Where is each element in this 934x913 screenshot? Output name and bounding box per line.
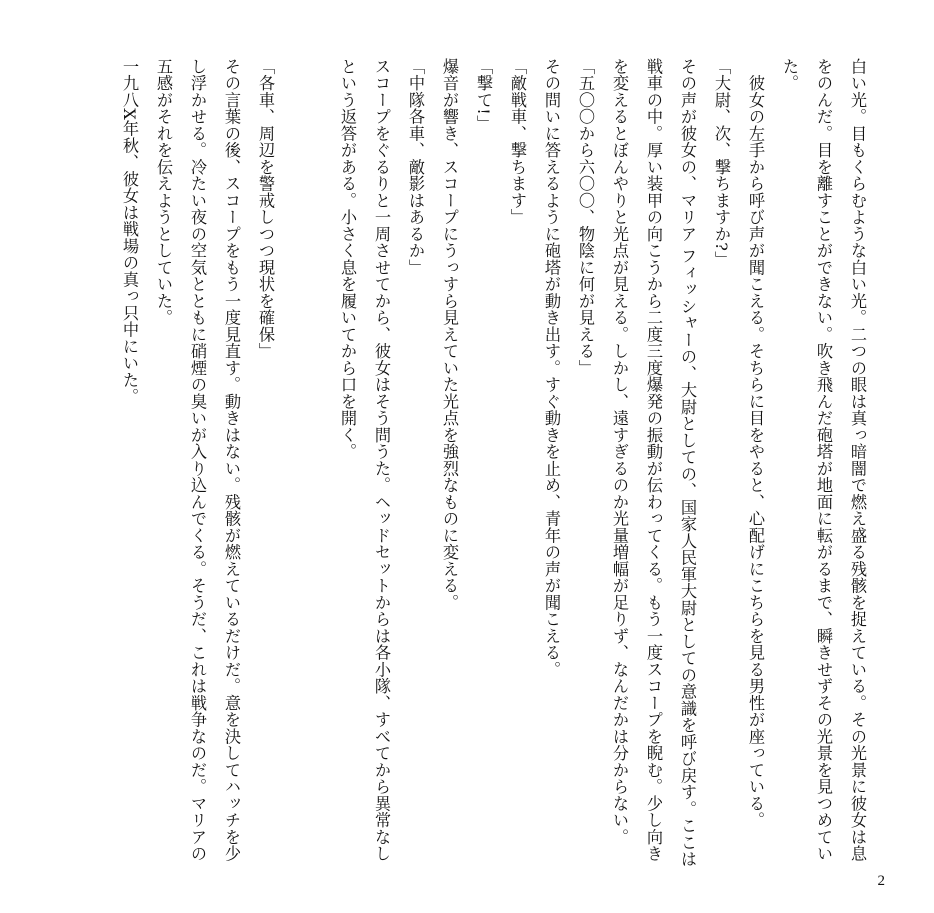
paragraph-autumn: 一九八X年秋、彼女は戦場の真っ只中にいた。 xyxy=(120,58,139,406)
paragraph-turret-moves: その問いに答えるように砲塔が動き出す。すぐ動きを止め、青年の声が聞こえる。 xyxy=(542,58,561,678)
paragraph-explosion: 爆音が響き、スコープにうっすら見えていた光点を強烈なものに変える。 xyxy=(440,58,459,611)
dialogue-company-check: 「中隊各車、敵影はあるか」 xyxy=(406,58,425,276)
paragraph-hatch: その言葉の後、スコープをもう一度見直す。動きはない。残骸が燃えているだけだ。意を決してハッチを少し浮かせる。冷たい夜の空気とともに硝煙の臭いが入り込んでくる。そうだ、これは戦争なのだ。マリアの五感がそれを伝えようとしていた。 xyxy=(154,58,241,862)
vertical-text-body xyxy=(44,58,874,878)
dialogue-next-shot: 「大尉、次、撃ちますか?」 xyxy=(712,58,731,269)
paragraph-opening: 白い光。目もくらむような白い光。二つの眼は真っ暗闇で燃え盛る残骸を捉えている。その光景に彼女は息をのんだ。目を離すことができない。吹き飛んだ砲塔が地面に転がるまで、瞬きせずその光景を見つめていた。 xyxy=(780,58,867,862)
dialogue-secure-position: 「各車、周辺を警戒しつつ現状を確保」 xyxy=(256,58,275,360)
paragraph-scope-sweep: スコープをぐるりと一周させてから、彼女はそう問うた。ヘッドセットからは各小隊、すべてから異常なしという返答がある。小さく息を履いてから口を開く。 xyxy=(338,58,391,862)
blank-line xyxy=(282,58,330,878)
page-number: 2 xyxy=(877,873,885,889)
dialogue-enemy-tank: 「敵戦車、撃ちます」 xyxy=(508,58,527,226)
paragraph-maria-awakens: その声が彼女の、マリア フィッシャーの、大尉としての、国家人民軍大尉としての意識を呼び戻す。ここは戦車の中。厚い装甲の向こうから二度三度爆発の振動が伝わってくる。もう一度スコープを睨む。少し向きを変えるとぼんやりと光点が見える。しかし、遠すぎるのか光量増幅が足りず、なんだかは分からない。 xyxy=(610,58,697,868)
dialogue-range-query: 「五〇〇から六〇〇、物陰に何が見える」 xyxy=(576,58,595,377)
dialogue-fire: 「撃て!」 xyxy=(474,58,493,133)
paragraph-left-hand-voice: 彼女の左手から呼び声が聞こえる。そちらに目をやると、心配げにこちらを見る男性が座っている。 xyxy=(746,58,765,829)
